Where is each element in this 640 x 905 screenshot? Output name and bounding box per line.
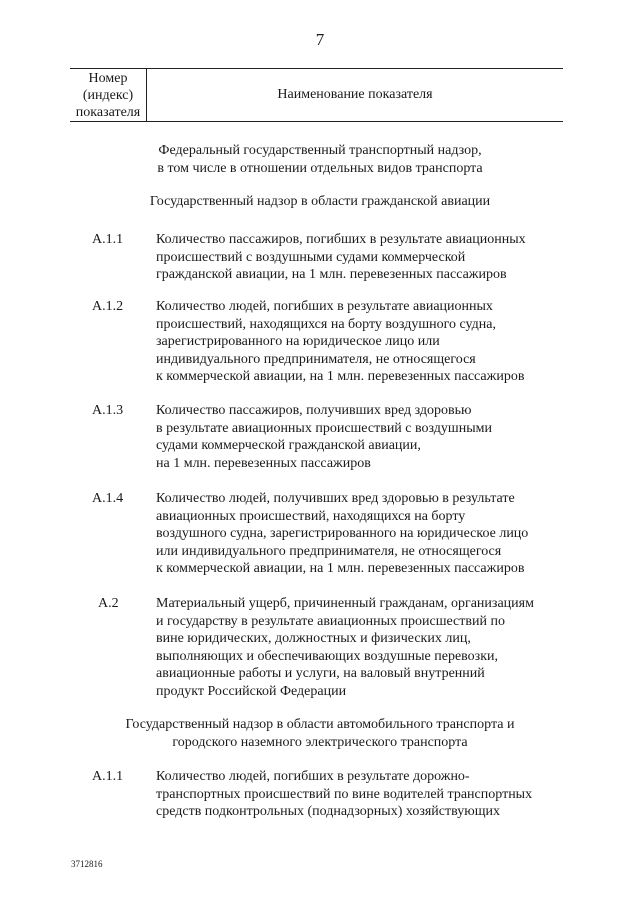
section-title-aviation: [60, 193, 580, 211]
index-header-line: (индекс): [82, 87, 134, 103]
indicator-index: А.1.2: [92, 299, 124, 314]
indicator-text-line: вине юридических, должностных и физических лиц,: [156, 631, 471, 647]
index-header-line: Номер: [88, 70, 128, 86]
section-title-line: Государственный надзор в области автомобильного транспорта и: [125, 717, 515, 732]
indicator-text-line: транспортных происшествий по вине водителей транспортных: [156, 786, 533, 802]
section-title-line: городского наземного электрического транспорта: [172, 735, 468, 750]
indicator-index: А.1.1: [92, 232, 124, 247]
indicator-text-line: или индивидуального предпринимателя, не относящегося: [156, 543, 502, 559]
index-column-header: [70, 69, 147, 121]
section-title-line: в том числе в отношении отдельных видов транспорта: [157, 161, 483, 176]
indicator-text-line: Материальный ущерб, причиненный гражданам, организациям: [156, 596, 534, 611]
indicator-text-line: в результате авиационных происшествий с воздушными: [156, 420, 492, 436]
name-column-header: Наименование показателя: [277, 87, 433, 102]
indicator-index: А.1.1: [92, 769, 124, 784]
index-header-line: показателя: [75, 104, 141, 120]
section-title-auto: [60, 716, 580, 752]
indicator-text-line: Количество пассажиров, погибших в результате авиационных: [156, 232, 526, 247]
indicator-text-line: на 1 млн. перевезенных пассажиров: [156, 455, 371, 471]
indicator-text-line: Количество пассажиров, получивших вред здоровью: [156, 403, 472, 418]
indicator-text: [156, 490, 566, 578]
indicator-text-line: Количество людей, погибших в результате дорожно-: [156, 769, 470, 784]
section-title-line: Государственный надзор в области гражданской авиации: [149, 194, 491, 209]
indicator-text-line: к коммерческой авиации, на 1 млн. перевезенных пассажиров: [156, 561, 525, 577]
indicator-text-line: и государству в результате авиационных происшествий по: [156, 613, 505, 629]
indicator-text-line: происшествий, находящихся на борту воздушного судна,: [156, 316, 496, 332]
table-header: [70, 68, 563, 122]
indicator-text-line: Количество людей, получивших вред здоровью в результате: [156, 491, 515, 506]
indicator-index: А.1.3: [92, 403, 124, 418]
section-title-line: Федеральный государственный транспортный надзор,: [158, 143, 482, 158]
indicator-text-line: судами коммерческой гражданской авиации,: [156, 438, 421, 454]
indicator-text-line: продукт Российской Федерации: [156, 683, 347, 699]
section-title-federal: [60, 142, 580, 178]
indicator-text: [156, 768, 566, 821]
indicator-text-line: зарегистрированного на юридическое лицо или: [156, 334, 440, 350]
indicator-text-line: средств подконтрольных (поднадзорных) хозяйствующих: [156, 804, 500, 820]
indicator-text-line: авиационных происшествий, находящихся на борту: [156, 508, 466, 524]
indicator-text: [156, 595, 566, 701]
indicator-text: [156, 298, 566, 386]
page-number: 7: [315, 30, 325, 49]
indicator-text-line: авиационные работы и услуги, на валовый внутренний: [156, 666, 485, 682]
indicator-text-line: выполняющих и обеспечивающих воздушные перевозки,: [156, 648, 499, 664]
indicator-text-line: воздушного судна, зарегистрированного на юридическое лицо: [156, 526, 529, 542]
indicator-text: [156, 402, 566, 472]
indicator-text: [156, 231, 566, 284]
document-code: 3712816: [71, 859, 103, 869]
indicator-text-line: индивидуального предпринимателя, не относящегося: [156, 351, 476, 367]
indicator-text-line: к коммерческой авиации, на 1 млн. перевезенных пассажиров: [156, 369, 525, 385]
indicator-text-line: происшествий с воздушными судами коммерческой: [156, 249, 466, 265]
indicator-index: А.1.4: [92, 491, 124, 506]
indicator-text-line: гражданской авиации, на 1 млн. перевезенных пассажиров: [156, 267, 507, 283]
indicator-text-line: Количество людей, погибших в результате авиационных: [156, 299, 493, 314]
indicator-index: А.2: [98, 596, 119, 611]
